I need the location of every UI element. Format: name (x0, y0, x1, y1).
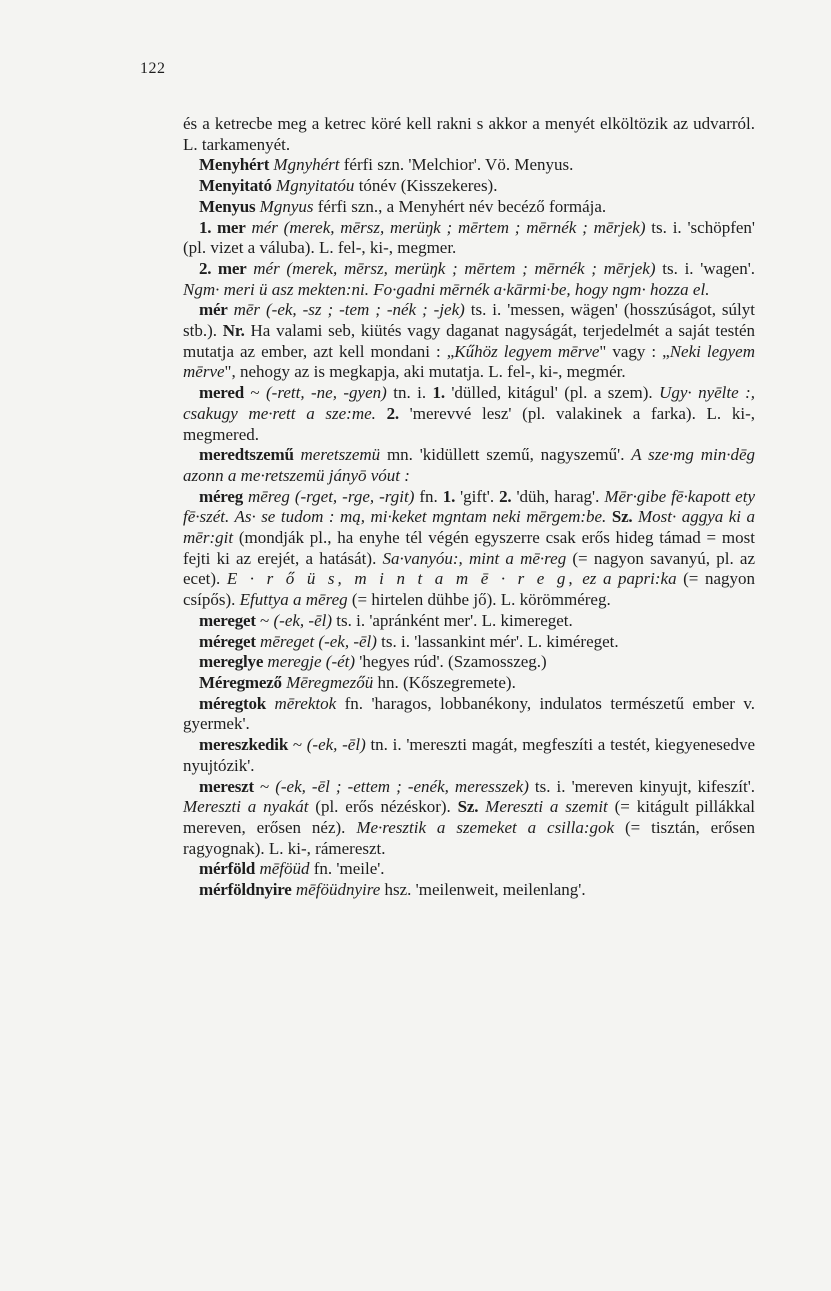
entry-italic-text: Mereszti a szemit (485, 797, 608, 817)
entry-italic-text: A sze·mg min·dēg azonn a me·retszemü jányō vóut : (183, 445, 756, 485)
entry-headword: Nr. (222, 321, 245, 341)
entry-italic-text: Mēr·gibe fē·kapott ety fē·szét. As· se tudom : mą, mi·keket mgntam neki mērgem:be. (183, 486, 755, 527)
entry-headword: méreget (199, 631, 256, 651)
entry-headword: mérföld (199, 859, 256, 879)
dictionary-entry (183, 445, 755, 486)
entry-italic-text: (-ek, -ēl) (306, 735, 366, 755)
entry-text: és a ketrecbe meg a ketrec köré kell rakni s akkor a menyét elköltözik az udvarról. L. tarkamenyét. (183, 114, 755, 154)
entry-text: férfi szn., a Menyhért név becéző formája. (313, 196, 607, 216)
entry-italic-text: mēr (-ek, -sz ; -tem ; -nék ; -jek) (233, 300, 465, 320)
entry-italic-text: mērektok (274, 693, 337, 713)
entry-text: 'gift'. (455, 486, 500, 506)
entry-italic-text: meretszemü (300, 445, 381, 465)
entry-text: Ha valami seb, kiütés vagy daganat nagyságát, terjedelmét a saját testén mutatja az ember, azt kell mondani : „ (183, 321, 755, 361)
entry-text: ts. i. 'wagen'. (655, 258, 756, 278)
entry-text: (pl. erős nézéskor). (308, 797, 458, 817)
dictionary-text (183, 114, 755, 901)
entry-headword: mereszt (199, 776, 254, 796)
entry-italic-text: Mēregmezőü (286, 672, 374, 692)
entry-headword: Menyitató (199, 176, 272, 196)
continuation-paragraph (183, 114, 755, 155)
entry-text: ts. i. 'apránként mer'. L. kimereget. (332, 610, 573, 630)
dictionary-entry (183, 176, 755, 197)
entry-headword: 1. (442, 486, 456, 506)
dictionary-entry (183, 197, 755, 218)
entry-italic-text: mēföüdnyire (295, 880, 381, 900)
entry-headword: mereget (199, 610, 256, 630)
entry-text: (= hirtelen dühbe jő). L. körömméreg. (347, 590, 611, 610)
entry-italic-text: Kűhöz legyem mērve (454, 341, 600, 361)
entry-italic-text: Sa·vanyóu:, mint a mē·reg (382, 548, 567, 568)
entry-text: 'merevvé lesz' (pl. valakinek a farka). L. ki-, megmered. (183, 403, 756, 444)
entry-italic-text: (-rett, -ne, -gyen) (266, 383, 387, 403)
entry-headword: 1. mer (199, 217, 246, 237)
dictionary-entry (183, 694, 755, 735)
entry-italic-text: Mgnyhért (273, 155, 340, 175)
entry-italic-text: Neki legyem mērve (183, 341, 756, 382)
entry-headword: mereglye (199, 652, 264, 672)
dictionary-entry (183, 777, 755, 860)
entry-text: fn. (414, 486, 443, 506)
entry-italic-text: Most· aggya ki a mēr:git (183, 507, 756, 548)
entry-headword: meredtszemű (199, 445, 294, 465)
entry-text: 'düh, harag'. (511, 486, 605, 506)
entry-text (376, 404, 387, 423)
entry-text: hsz. 'meilenweit, meilenlang'. (380, 880, 586, 900)
entry-italic-text: mēföüd (259, 859, 310, 879)
dictionary-entry (183, 487, 755, 611)
entry-headword: Sz. (457, 797, 479, 817)
entry-text: 'hegyes rúd'. (Szamosszeg.) (355, 652, 547, 672)
entry-italic-text: ez a papri:ka (582, 569, 677, 589)
entry-italic-text: meregje (-ét) (267, 652, 356, 672)
entry-text: tn. i. (386, 383, 433, 403)
entry-text: ~ (255, 610, 274, 630)
entry-italic-text: Ugy· nyēlte :, csakugy me·rett a sze:me. (183, 383, 755, 423)
dictionary-entry (183, 652, 755, 673)
entry-text: férfi szn. 'Melchior'. Vö. Menyus. (339, 155, 574, 175)
entry-text: ~ (288, 735, 307, 755)
entry-italic-text: (-ek, -ēl ; -ettem ; -enék, meresszek) (275, 776, 529, 796)
entry-headword: 2. (386, 403, 399, 423)
entry-headword: mered (199, 383, 244, 403)
entry-headword: mér (199, 300, 228, 320)
dictionary-entry (183, 632, 755, 653)
entry-text: tónév (Kisszekeres). (354, 176, 498, 196)
entry-text: (= tisztán, erősen ragyognak). L. ki-, rámereszt. (183, 817, 756, 858)
entry-text: fn. 'meile'. (309, 859, 385, 879)
dictionary-entry (183, 383, 755, 445)
entry-headword: Menyhért (199, 155, 270, 175)
dictionary-entry (183, 880, 755, 901)
entry-text: 'dülled, kitágul' (pl. a szem). (444, 383, 660, 403)
entry-text: ts. i. 'schöpfen' (pl. vizet a váluba). L. fel-, ki-, megmer. (183, 217, 755, 258)
entry-headword: 2. mer (199, 258, 247, 278)
entry-headword: Menyus (199, 196, 256, 216)
entry-headword: méregtok (199, 693, 267, 713)
entry-italic-text: Efuttya a mēreg (239, 590, 348, 610)
entry-italic-text: Mgnyitatóu (276, 176, 355, 196)
entry-italic-text: Mereszti a nyakát (183, 797, 309, 817)
dictionary-entry (183, 859, 755, 880)
entry-italic-text: mér (merek, mērsz, merüŋk ; mērtem ; mērnék ; mērjek) (253, 258, 656, 278)
entry-headword: 2. (499, 486, 512, 506)
entry-italic-text: Me·resztik a szemeket a csilla:gok (356, 817, 615, 837)
entry-text: hn. (Kőszegremete). (373, 672, 516, 692)
entry-italic-text: mér (merek, mērsz, merüŋk ; mērtem ; mērnék ; mērjek) (251, 217, 646, 237)
entry-text: ~ (253, 776, 276, 796)
entry-text: ts. i. 'mereven kinyujt, kifeszít'. (528, 776, 756, 796)
entry-text: mn. 'kidüllett szemű, nagyszemű'. (380, 445, 632, 465)
entry-italic-text: Ngm· meri ü asz mekten:ni. Fo·gadni mērnék a·kārmi·be, hogy ngm· hozza el. (183, 279, 710, 299)
dictionary-entry (183, 155, 755, 176)
dictionary-entry (183, 673, 755, 694)
entry-italic-text: mēreg (-rget, -rge, -rgit) (248, 486, 415, 506)
entry-text: ~ (243, 383, 267, 403)
entry-text: tn. i. 'mereszti magát, megfeszíti a testét, kiegyenesedve nyujtózik'. (183, 735, 755, 775)
entry-headword: méreg (199, 486, 243, 506)
page-number: 122 (140, 60, 166, 77)
entry-headword: Sz. (611, 507, 633, 527)
dictionary-entry (183, 300, 755, 383)
entry-headword: 1. (432, 383, 445, 403)
entry-text: ", nehogy az is megkapja, aki mutatja. L. fel-, ki-, megmér. (224, 362, 626, 382)
entry-text: ts. i. 'lassankint mér'. L. kiméreget. (376, 631, 619, 651)
entry-spaced-example: E · r ő ü s, m i n t a m ē · r e g, (226, 569, 576, 589)
entry-italic-text: mēreget (-ek, -ēl) (260, 631, 377, 651)
entry-text: (= nagyon csípős). (183, 569, 755, 610)
entry-text (294, 445, 301, 464)
entry-headword: mereszkedik (199, 735, 289, 755)
entry-text: fn. 'haragos, lobbanékony, indulatos természetű ember v. gyermek'. (183, 693, 756, 734)
entry-text: (mondják pl., ha enyhe tél végén egyszerre csak erős hideg támad = most fejti ki az erejét, a hatását). (183, 528, 755, 568)
dictionary-entry (183, 611, 755, 632)
dictionary-entry (183, 218, 755, 259)
entry-italic-text: (-ek, -ēl) (273, 610, 333, 630)
dictionary-entry (183, 735, 755, 776)
dictionary-entry (183, 259, 755, 300)
entry-italic-text: Mgnyus (259, 196, 314, 216)
entry-text: (= nagyon savanyú, pl. az ecet). (183, 548, 755, 589)
entry-text: (= kitágult pillákkal mereven, erősen néz). (183, 797, 756, 837)
entry-headword: Méregmező (199, 672, 282, 692)
entry-headword: mérföldnyire (199, 880, 292, 900)
entry-text: " vagy : „ (599, 341, 670, 361)
entry-text: ts. i. 'messen, wägen' (hosszúságot, súlyt stb.). (183, 300, 755, 341)
